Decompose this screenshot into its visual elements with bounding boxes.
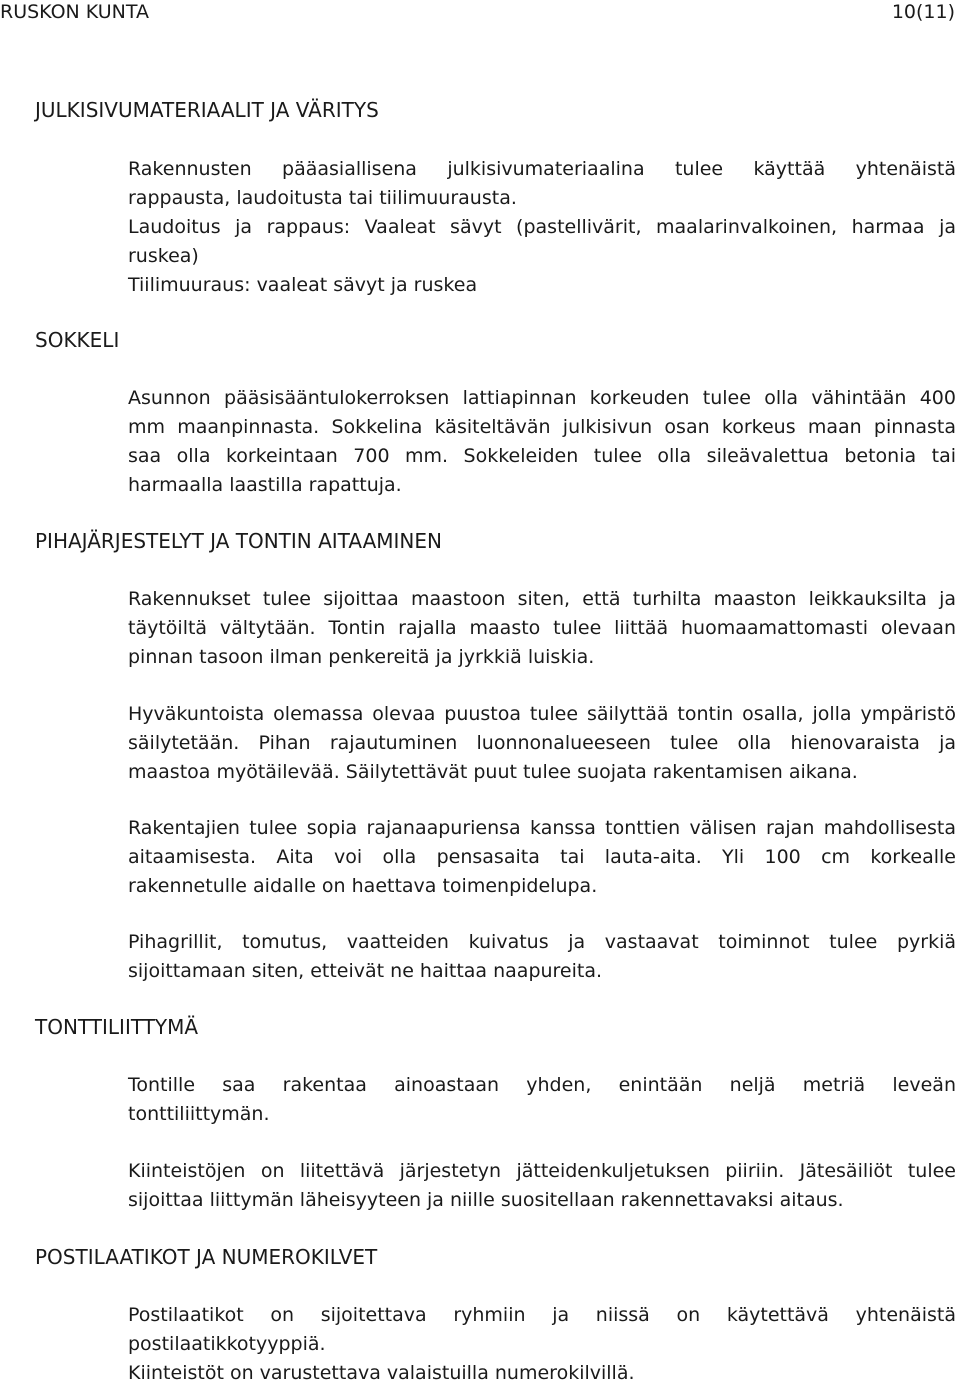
header-organization: RUSKON KUNTA [0, 1, 149, 23]
text-line: Rakennusten pääasiallisena julkisivumateriaalina tulee käyttää yhtenäistä [128, 158, 956, 180]
text-line: saa olla korkeintaan 700 mm. Sokkeleiden tulee olla sileävalettua betonia tai [128, 445, 956, 467]
text-line: maastoa myötäilevää. Säilytettävät puut tulee suojata rakentamisen aikana. [128, 761, 858, 783]
paragraph-piha-2 [128, 700, 956, 787]
text-line: täytöiltä vältytään. Tontin rajalla maasto tulee liittää huomaamattomasti olevaan [128, 617, 956, 639]
heading-pihajarjestelyt: PIHAJÄRJESTELYT JA TONTIN AITAAMINEN [35, 529, 442, 553]
text-line: säilytetään. Pihan rajautuminen luonnonalueeseen tulee olla hienovaraista ja [128, 732, 956, 754]
text-line: Laudoitus ja rappaus: Vaaleat sävyt (pastellivärit, maalarinvalkoinen, harmaa ja [128, 216, 956, 238]
header-page-number: 10(11) [891, 1, 955, 23]
text-line: sijoittamaan siten, etteivät ne haittaa naapureita. [128, 960, 603, 982]
paragraph-piha-1 [128, 585, 956, 672]
text-line: Kiinteistöt on varustettava valaistuilla numerokilvillä. [128, 1362, 635, 1384]
text-line: ruskea) [128, 245, 199, 267]
text-line: Pihagrillit, tomutus, vaatteiden kuivatus ja vastaavat toiminnot tulee pyrkiä [128, 931, 956, 953]
paragraph-julkisivu [128, 155, 956, 300]
heading-julkisivumateriaalit: JULKISIVUMATERIAALIT JA VÄRITYS [35, 98, 379, 122]
text-line: Rakentajien tulee sopia rajanaapuriensa kanssa tonttien välisen rajan mahdollisesta [128, 817, 956, 839]
text-line: Asunnon pääsisääntulokerroksen lattiapinnan korkeuden tulee olla vähintään 400 [128, 387, 956, 409]
text-line: Tiilimuuraus: vaaleat sävyt ja ruskea [128, 274, 478, 296]
text-line: pinnan tasoon ilman penkereitä ja jyrkkiä luiskia. [128, 646, 595, 668]
text-line: postilaatikkotyyppiä. [128, 1333, 326, 1355]
paragraph-tonttiliittyma-1 [128, 1071, 956, 1129]
text-line: Hyväkuntoista olemassa olevaa puustoa tulee säilyttää tontin osalla, jolla ympäristö [128, 703, 956, 725]
heading-postilaatikot: POSTILAATIKOT JA NUMEROKILVET [35, 1245, 378, 1269]
text-line: rappausta, laudoitusta tai tiilimuurausta. [128, 187, 517, 209]
paragraph-postilaatikot [128, 1301, 956, 1388]
paragraph-piha-3 [128, 814, 956, 901]
text-line: sijoittaa liittymän läheisyyteen ja niille suositellaan rakennettavaksi aitaus. [128, 1189, 844, 1211]
text-line: Tontille saa rakentaa ainoastaan yhden, enintään neljä metriä leveän [128, 1074, 956, 1096]
text-line: harmaalla laastilla rapattuja. [128, 474, 402, 496]
heading-sokkeli: SOKKELI [35, 328, 120, 352]
paragraph-tonttiliittyma-2 [128, 1157, 956, 1215]
text-line: mm maanpinnasta. Sokkelina käsiteltävän julkisivun osan korkeus maan pinnasta [128, 416, 956, 438]
heading-tonttiliittyma: TONTTILIITTYMÄ [35, 1015, 199, 1039]
text-line: rakennetulle aidalle on haettava toimenpidelupa. [128, 875, 598, 897]
text-line: Rakennukset tulee sijoittaa maastoon siten, että turhilta maaston leikkauksilta ja [128, 588, 956, 610]
text-line: Kiinteistöjen on liitettävä järjestetyn jätteidenkuljetuksen piiriin. Jätesäiliöt tulee [128, 1160, 956, 1182]
paragraph-piha-4 [128, 928, 956, 986]
paragraph-sokkeli [128, 384, 956, 500]
text-line: aitaamisesta. Aita voi olla pensasaita tai lauta-aita. Yli 100 cm korkealle [128, 846, 956, 868]
text-line: tonttiliittymän. [128, 1103, 270, 1125]
text-line: Postilaatikot on sijoitettava ryhmiin ja niissä on käytettävä yhtenäistä [128, 1304, 956, 1326]
